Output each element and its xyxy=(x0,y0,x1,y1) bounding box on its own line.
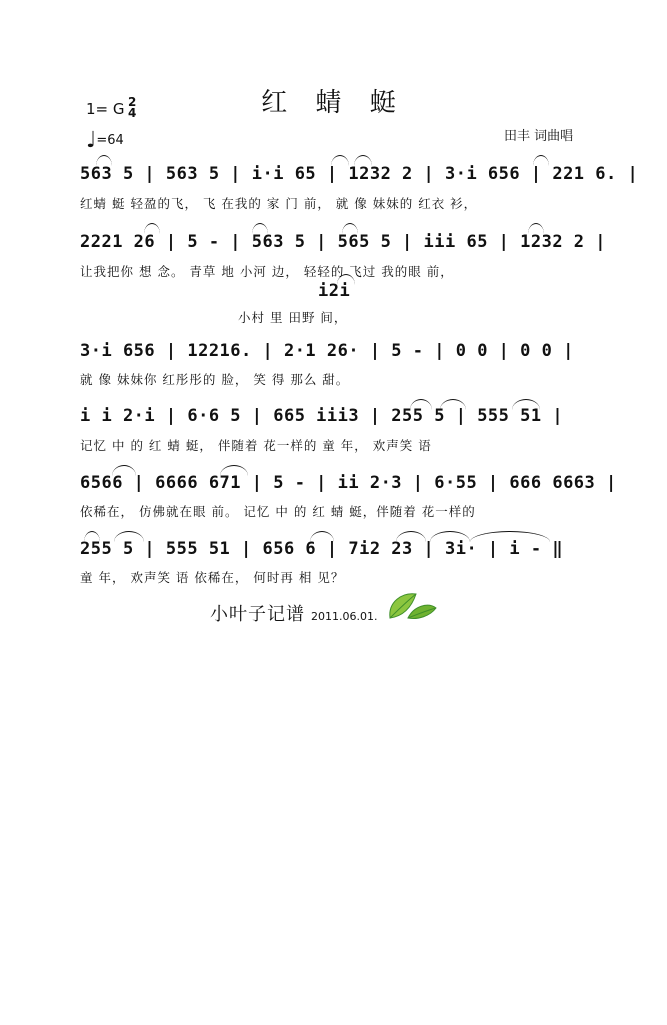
slur-mark xyxy=(342,223,358,234)
slur-mark xyxy=(396,531,426,542)
notation-row-2: 2221 26 | 5 - | 563 5 | 565 5 | iii 65 | 1232 2 | xyxy=(80,232,607,252)
slur-mark xyxy=(144,223,160,234)
notation-row-4: i i 2·i | 6·6 5 | 665 iii3 | 255 5 | 555 51 | xyxy=(80,406,564,426)
lyric-row-6: 童 年， 欢声笑 语 依稀在， 何时再 相 见？ xyxy=(80,570,345,585)
tempo-marking xyxy=(86,128,124,153)
lyric-row-2: 让我把你 想 念。 青草 地 小河 边， 轻轻的 飞过 我的眼 前， xyxy=(80,264,454,279)
notation-row-6: 255 5 | 555 51 | 656 6 | 7i2 23 | 3i· | i - ‖ xyxy=(80,539,564,559)
tempo-value: =64 xyxy=(96,133,124,148)
slur-mark xyxy=(430,531,470,542)
key-signature: 1= G xyxy=(86,100,125,118)
slur-mark xyxy=(220,465,248,476)
time-signature xyxy=(128,97,136,119)
slur-mark xyxy=(528,223,544,234)
notation-row-1: 563 5 | 563 5 | i·i 65 | 1232 2 | 3·i 656 | 221 6. | xyxy=(80,164,639,184)
meter-top: 2 xyxy=(128,95,137,109)
slur-mark xyxy=(331,155,349,166)
lyric-row-1: 红蜻 蜓 轻盈的飞， 飞 在我的 家 门 前， 就 像 妹妹的 红衣 衫， xyxy=(80,196,478,211)
meter-bottom: 4 xyxy=(128,106,137,120)
slur-mark xyxy=(96,155,112,166)
lyric-row-2b: 小村 里 田野 间， xyxy=(238,310,348,325)
quarter-note-icon: ♩ xyxy=(86,128,97,153)
notation-row-5: 6566 | 6666 671 | 5 - | ii 2·3 | 6·55 | 666 6663 | xyxy=(80,473,617,493)
signature-name: 小叶子记谱 xyxy=(210,604,305,625)
leaf-icon xyxy=(386,588,438,626)
notation-row-2b: i2i xyxy=(318,281,351,301)
slur-mark xyxy=(533,155,549,166)
slur-mark xyxy=(84,531,100,542)
slur-mark xyxy=(440,399,466,410)
signature-date: 2011.06.01. xyxy=(311,610,378,623)
slur-mark xyxy=(512,399,540,410)
slur-mark xyxy=(114,531,144,542)
lyric-row-4: 记忆 中 的 红 蜻 蜓， 伴随着 花一样的 童 年， 欢声笑 语 xyxy=(80,438,432,453)
notation-row-3: 3·i 656 | 12216. | 2·1 26· | 5 - | 0 0 | 0 0 | xyxy=(80,341,574,361)
slur-mark xyxy=(252,223,268,234)
slur-mark xyxy=(310,531,334,542)
song-credit: 田丰 词曲唱 xyxy=(504,129,574,144)
slur-mark xyxy=(354,155,372,166)
song-title: 红 蜻 蜓 xyxy=(261,88,406,118)
lyric-row-3: 就 像 妹妹你 红彤彤的 脸， 笑 得 那么 甜。 xyxy=(80,372,350,387)
transcriber-signature xyxy=(210,600,377,626)
slur-mark xyxy=(470,531,550,542)
slur-mark xyxy=(410,399,432,410)
slur-mark xyxy=(112,465,136,476)
lyric-row-5: 依稀在， 仿佛就在眼 前。 记忆 中 的 红 蜻 蜓，伴随着 花一样的 xyxy=(80,504,476,519)
